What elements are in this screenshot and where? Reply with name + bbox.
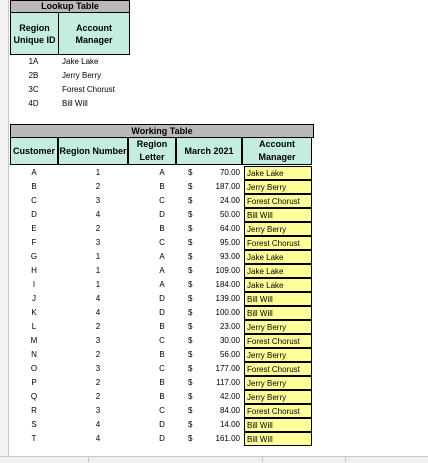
cell-region-letter[interactable]: D	[159, 420, 165, 429]
working-header-march-2021[interactable]: March 2021	[176, 137, 242, 165]
cell-account-manager[interactable]: Jerry Berry	[244, 390, 312, 404]
cell-account-manager[interactable]: Jerry Berry	[244, 320, 312, 334]
cell-region-letter[interactable]: A	[159, 168, 165, 177]
lookup-cell-account-manager[interactable]: Jerry Berry	[62, 71, 102, 80]
cell-region-letter[interactable]: D	[159, 294, 165, 303]
table-row	[10, 208, 312, 222]
cell-region-number[interactable]: 2	[95, 182, 101, 191]
cell-currency-symbol[interactable]: $	[188, 392, 193, 401]
cell-march-2021-amount[interactable]: 42.00	[219, 392, 240, 401]
cell-region-number[interactable]: 1	[95, 266, 101, 275]
cell-customer[interactable]: H	[31, 266, 37, 275]
scrollbar-divider	[88, 456, 89, 462]
cell-region-number[interactable]: 4	[95, 210, 101, 219]
cell-march-2021-amount[interactable]: 184.00	[215, 280, 240, 289]
table-row	[10, 418, 312, 432]
cell-march-2021-amount[interactable]: 117.00	[216, 378, 240, 387]
cell-region-number[interactable]: 3	[95, 196, 101, 205]
cell-region-letter[interactable]: B	[159, 224, 165, 233]
cell-currency-symbol[interactable]: $	[188, 322, 193, 331]
cell-currency-symbol[interactable]: $	[188, 182, 193, 191]
cell-customer[interactable]: I	[32, 280, 36, 289]
working-header-region-number[interactable]: Region Number	[58, 137, 128, 165]
cell-march-2021-amount[interactable]: 109.00	[215, 266, 240, 275]
cell-region-number[interactable]: 3	[95, 336, 101, 345]
cell-account-manager[interactable]: Bill Will	[244, 306, 312, 320]
cell-march-2021-amount[interactable]: 161.00	[215, 434, 240, 443]
table-row	[10, 278, 312, 292]
cell-region-number[interactable]: 2	[95, 224, 101, 233]
table-row	[10, 320, 312, 334]
cell-region-letter[interactable]: C	[159, 336, 165, 345]
table-row	[10, 292, 312, 306]
cell-account-manager[interactable]: Forest Chorust	[244, 334, 312, 348]
cell-customer[interactable]: E	[31, 224, 37, 233]
cell-region-letter[interactable]: B	[159, 392, 165, 401]
cell-region-number[interactable]: 2	[95, 378, 101, 387]
row-header-strip[interactable]	[0, 0, 9, 462]
cell-region-letter[interactable]: C	[159, 238, 165, 247]
cell-region-letter[interactable]: B	[159, 350, 165, 359]
cell-currency-symbol[interactable]: $	[188, 350, 193, 359]
cell-account-manager[interactable]: Bill Will	[244, 292, 312, 306]
cell-account-manager[interactable]: Jerry Berry	[244, 376, 312, 390]
cell-march-2021-amount[interactable]: 30.00	[219, 336, 240, 345]
cell-region-number[interactable]: 2	[95, 392, 101, 401]
cell-account-manager[interactable]: Forest Chorust	[244, 362, 312, 376]
cell-customer[interactable]: N	[31, 350, 37, 359]
cell-account-manager[interactable]: Jerry Berry	[244, 180, 312, 194]
table-row	[10, 236, 312, 250]
cell-currency-symbol[interactable]: $	[188, 294, 193, 303]
table-row	[10, 348, 312, 362]
table-row	[10, 180, 312, 194]
cell-region-number[interactable]: 4	[95, 420, 101, 429]
cell-march-2021-amount[interactable]: 100.00	[215, 308, 240, 317]
cell-currency-symbol[interactable]: $	[188, 280, 193, 289]
cell-customer[interactable]: J	[32, 294, 36, 303]
lookup-cell-region-id[interactable]: 1A	[28, 57, 39, 66]
lookup-cell-account-manager[interactable]: Jake Lake	[62, 57, 99, 66]
cell-currency-symbol[interactable]: $	[188, 210, 193, 219]
lookup-cell-account-manager[interactable]: Bill Will	[62, 99, 88, 108]
table-row	[10, 166, 312, 180]
cell-region-letter[interactable]: D	[159, 308, 165, 317]
cell-account-manager[interactable]: Bill Will	[244, 208, 312, 222]
table-row	[10, 390, 312, 404]
cell-region-number[interactable]: 4	[95, 434, 101, 443]
cell-region-number[interactable]: 1	[95, 252, 101, 261]
cell-region-letter[interactable]: A	[159, 252, 165, 261]
table-row	[10, 264, 312, 278]
working-header-account-manager[interactable]: Account Manager	[242, 137, 312, 165]
cell-customer[interactable]: C	[31, 196, 37, 205]
cell-region-number[interactable]: 2	[95, 322, 101, 331]
lookup-cell-region-id[interactable]: 3C	[28, 85, 39, 94]
cell-region-number[interactable]: 2	[95, 350, 101, 359]
cell-region-letter[interactable]: B	[159, 322, 165, 331]
table-row	[10, 376, 312, 390]
cell-march-2021-amount[interactable]: 23.00	[219, 322, 240, 331]
cell-customer[interactable]: D	[31, 210, 37, 219]
cell-march-2021-amount[interactable]: 14.00	[219, 420, 240, 429]
cell-account-manager[interactable]: Forest Chorust	[244, 404, 312, 418]
cell-customer[interactable]: F	[31, 238, 37, 247]
cell-region-letter[interactable]: A	[159, 280, 165, 289]
cell-currency-symbol[interactable]: $	[188, 378, 193, 387]
cell-account-manager[interactable]: Jake Lake	[244, 264, 312, 278]
cell-customer[interactable]: G	[30, 252, 38, 261]
cell-account-manager[interactable]: Bill Will	[244, 432, 312, 446]
scrollbar-divider	[345, 456, 346, 462]
cell-region-letter[interactable]: C	[159, 196, 165, 205]
cell-region-letter[interactable]: C	[159, 406, 165, 415]
table-row	[10, 404, 312, 418]
cell-currency-symbol[interactable]: $	[188, 434, 193, 443]
cell-currency-symbol[interactable]: $	[188, 420, 193, 429]
cell-account-manager[interactable]: Jake Lake	[244, 250, 312, 264]
cell-currency-symbol[interactable]: $	[188, 224, 193, 233]
cell-customer[interactable]: B	[31, 182, 37, 191]
cell-customer[interactable]: Q	[30, 392, 38, 401]
cell-region-number[interactable]: 4	[95, 294, 101, 303]
lookup-header-region-id[interactable]: Region Unique ID	[10, 12, 59, 55]
cell-march-2021-amount[interactable]: 187.00	[215, 182, 240, 191]
cell-account-manager[interactable]: Bill Will	[244, 418, 312, 432]
lookup-cell-region-id[interactable]: 4D	[28, 99, 39, 108]
cell-customer[interactable]: S	[31, 420, 37, 429]
lookup-cell-account-manager[interactable]: Forest Chorust	[62, 85, 115, 94]
cell-currency-symbol[interactable]: $	[188, 252, 193, 261]
cell-region-number[interactable]: 4	[95, 308, 101, 317]
scrollbar-divider	[262, 456, 263, 462]
cell-customer[interactable]: M	[30, 336, 38, 345]
table-row	[10, 194, 312, 208]
cell-march-2021-amount[interactable]: 50.00	[219, 210, 240, 219]
cell-currency-symbol[interactable]: $	[188, 364, 193, 373]
cell-march-2021-amount[interactable]: 56.00	[219, 350, 240, 359]
cell-currency-symbol[interactable]: $	[188, 308, 193, 317]
cell-customer[interactable]: A	[31, 168, 37, 177]
cell-march-2021-amount[interactable]: 93.00	[219, 252, 240, 261]
cell-currency-symbol[interactable]: $	[188, 168, 193, 177]
cell-region-number[interactable]: 1	[95, 280, 101, 289]
cell-currency-symbol[interactable]: $	[188, 266, 193, 275]
cell-region-letter[interactable]: A	[159, 266, 165, 275]
cell-account-manager[interactable]: Jerry Berry	[244, 348, 312, 362]
cell-march-2021-amount[interactable]: 95.00	[219, 238, 240, 247]
cell-march-2021-amount[interactable]: 70.00	[219, 168, 240, 177]
lookup-cell-region-id[interactable]: 2B	[28, 71, 39, 80]
table-row	[10, 362, 312, 376]
working-header-customer[interactable]: Customer	[10, 137, 58, 165]
cell-customer[interactable]: R	[31, 406, 37, 415]
cell-customer[interactable]: K	[31, 308, 37, 317]
working-table-title: Working Table	[10, 124, 314, 138]
lookup-table-title: Lookup Table	[10, 0, 130, 13]
cell-account-manager[interactable]: Forest Chorust	[244, 236, 312, 250]
cell-region-letter[interactable]: D	[159, 210, 165, 219]
lookup-header-account-manager[interactable]: Account Manager	[58, 12, 130, 55]
cell-currency-symbol[interactable]: $	[188, 406, 193, 415]
cell-region-letter[interactable]: C	[159, 364, 165, 373]
cell-currency-symbol[interactable]: $	[188, 336, 193, 345]
cell-account-manager[interactable]: Jake Lake	[244, 278, 312, 292]
cell-customer[interactable]: O	[30, 364, 38, 373]
cell-region-letter[interactable]: B	[159, 378, 165, 387]
cell-currency-symbol[interactable]: $	[188, 238, 193, 247]
cell-march-2021-amount[interactable]: 64.00	[219, 224, 240, 233]
cell-currency-symbol[interactable]: $	[188, 196, 193, 205]
cell-account-manager[interactable]: Jerry Berry	[244, 222, 312, 236]
cell-account-manager[interactable]: Forest Chorust	[244, 194, 312, 208]
table-row	[10, 250, 312, 264]
cell-region-number[interactable]: 3	[95, 406, 101, 415]
table-row	[10, 306, 312, 320]
cell-region-letter[interactable]: B	[159, 182, 165, 191]
cell-account-manager[interactable]: Jake Lake	[244, 166, 312, 180]
cell-march-2021-amount[interactable]: 139.00	[215, 294, 240, 303]
table-row	[10, 334, 312, 348]
cell-march-2021-amount[interactable]: 84.00	[219, 406, 240, 415]
cell-region-number[interactable]: 3	[95, 364, 101, 373]
working-header-region-letter[interactable]: Region Letter	[128, 137, 176, 165]
cell-customer[interactable]: T	[31, 434, 37, 443]
cell-march-2021-amount[interactable]: 24.00	[219, 196, 240, 205]
table-row	[10, 432, 312, 446]
cell-customer[interactable]: P	[31, 378, 37, 387]
cell-customer[interactable]: L	[31, 322, 37, 331]
cell-region-letter[interactable]: D	[159, 434, 165, 443]
cell-region-number[interactable]: 1	[95, 168, 101, 177]
cell-region-number[interactable]: 3	[95, 238, 101, 247]
cell-march-2021-amount[interactable]: 177.00	[215, 364, 240, 373]
table-row	[10, 222, 312, 236]
